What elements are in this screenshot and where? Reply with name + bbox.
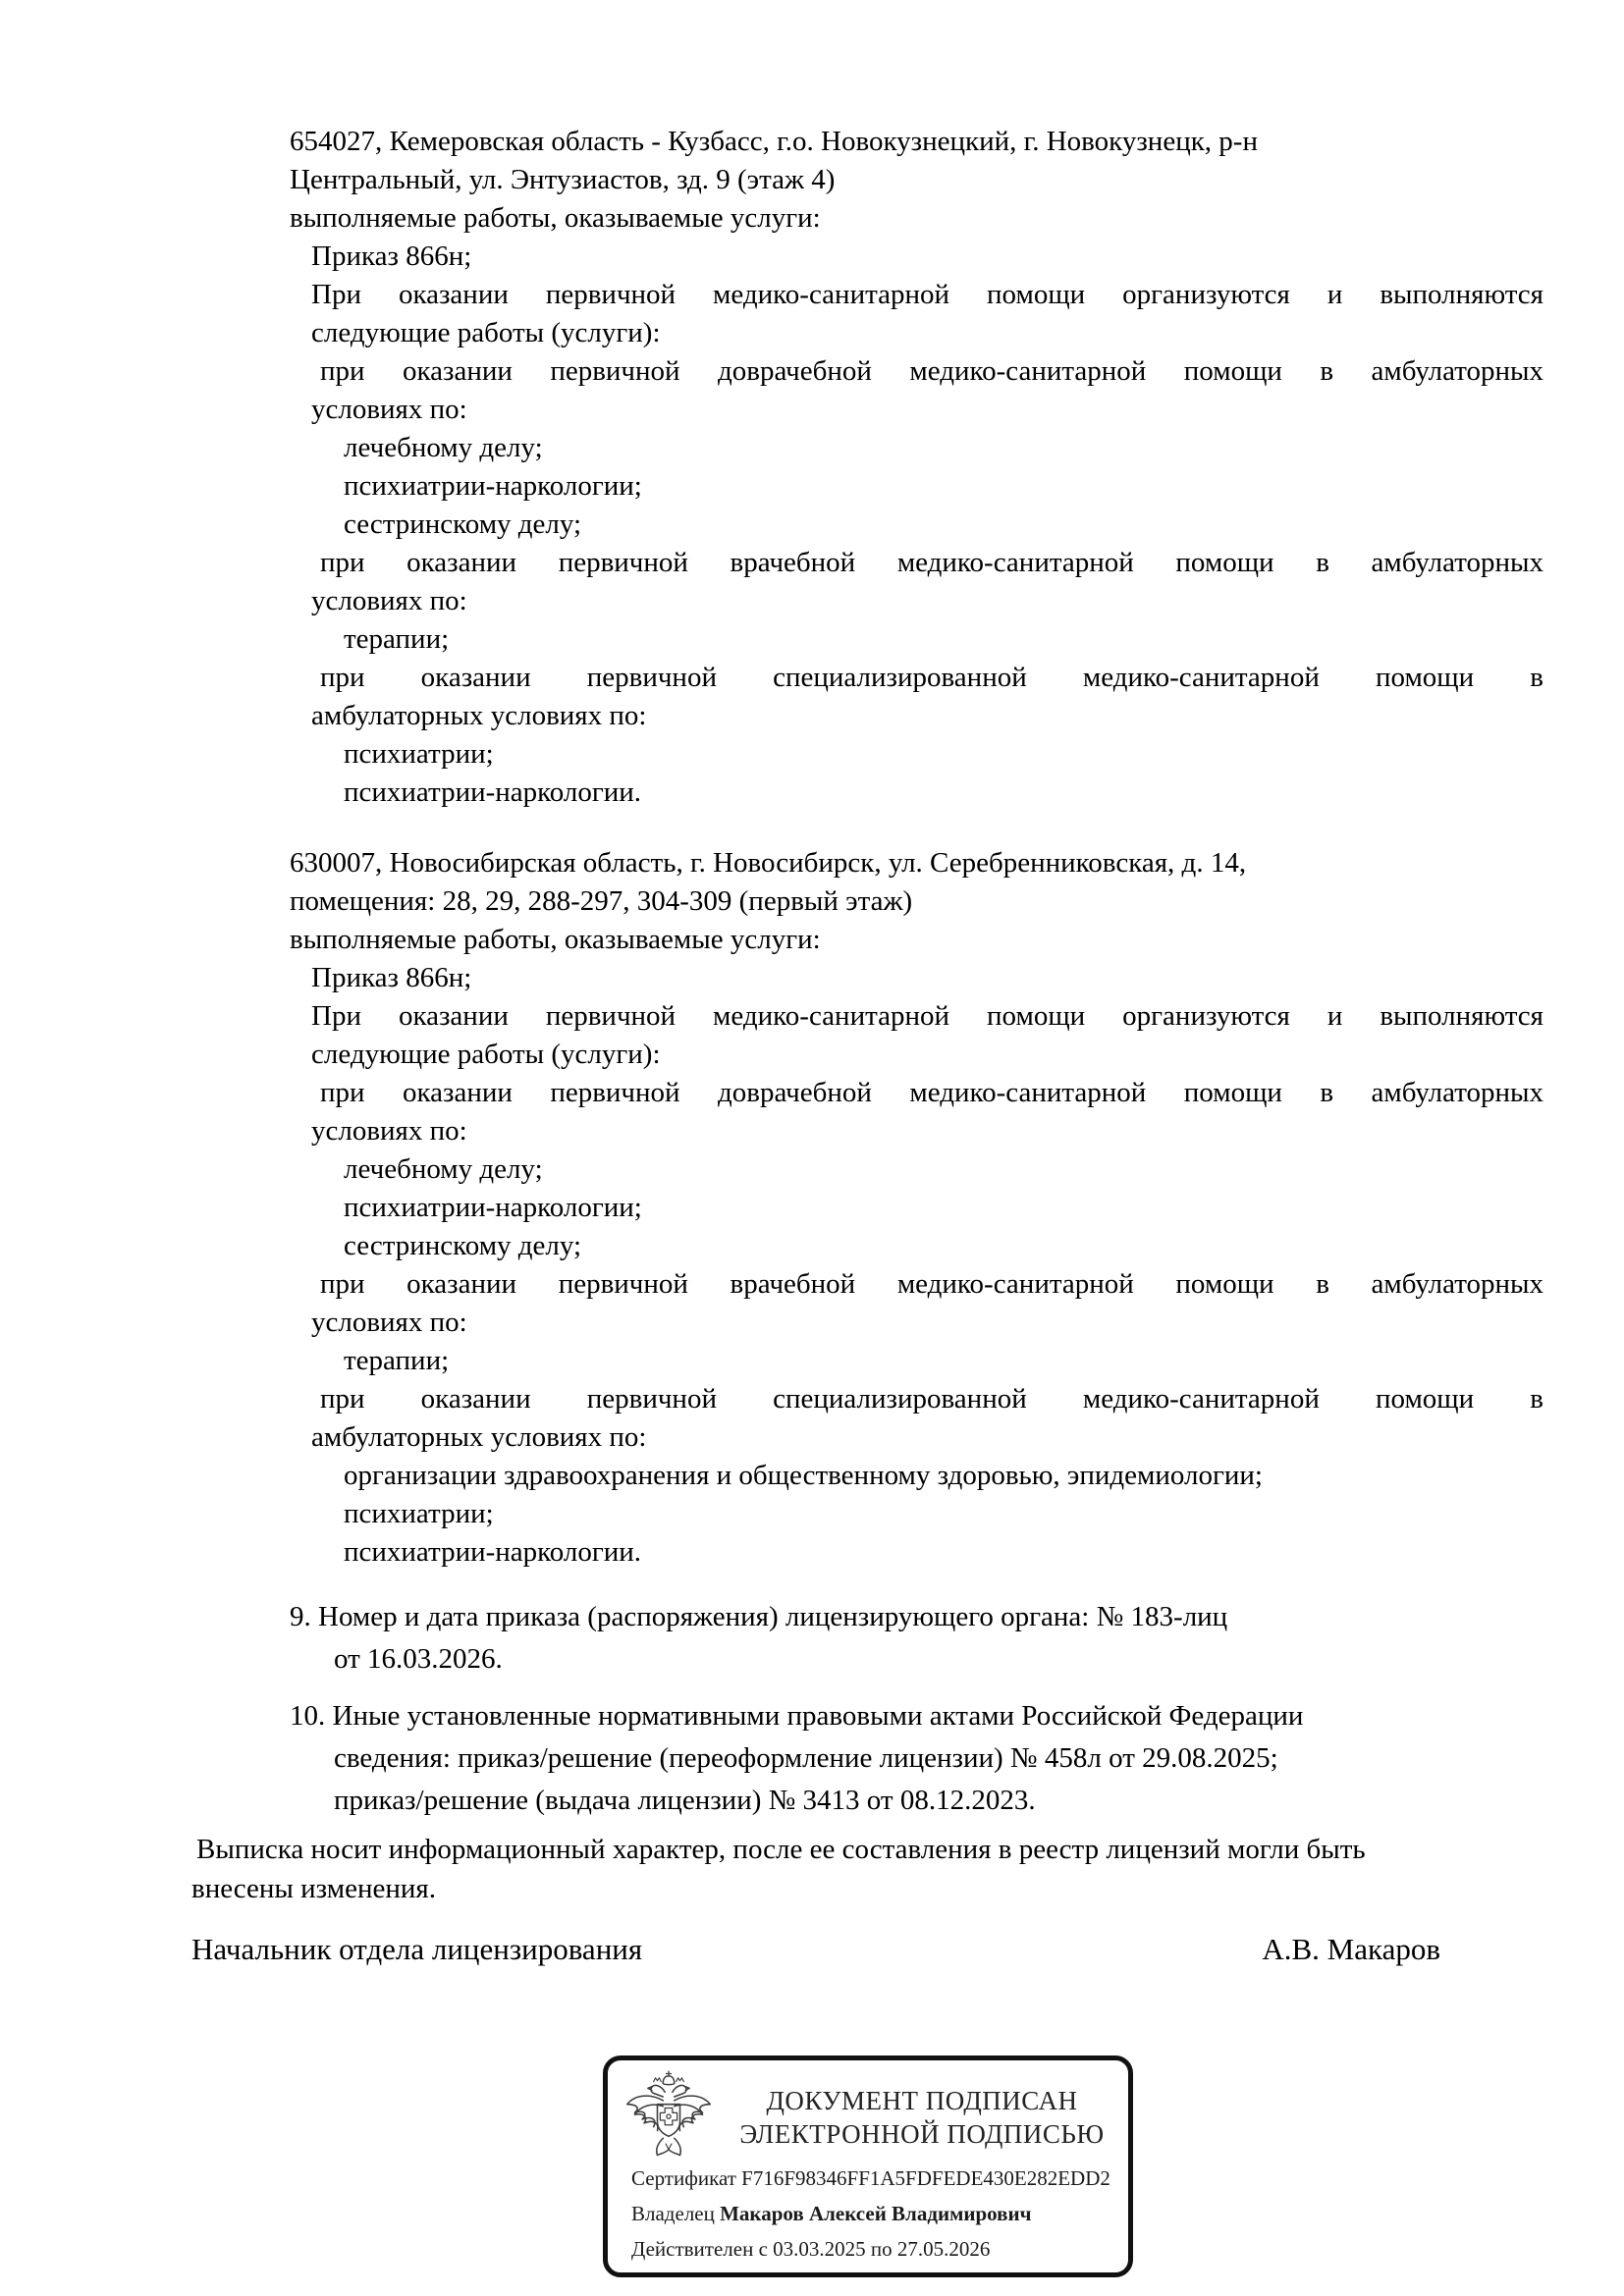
- text-line: При оказании первичной медико-санитарной помощи организуются и выполняются: [311, 1000, 1543, 1032]
- text-line: условиях по:: [311, 1307, 467, 1338]
- order-line: Приказ 866н;: [311, 962, 472, 993]
- signer-name: А.В. Макаров: [1262, 1932, 1440, 1966]
- text-line: следующие работы (услуги):: [311, 317, 661, 348]
- service-item: лечебному делу;: [344, 1153, 543, 1185]
- service-item: психиатрии-наркологии;: [344, 1192, 642, 1223]
- electronic-signature-stamp: [603, 2056, 1133, 2277]
- text-line: При оказании первичной медико-санитарной помощи организуются и выполняются: [311, 279, 1543, 310]
- clause-10-text: сведения: приказ/решение (переоформление лицензии) № 458л от 29.08.2025;: [334, 1742, 1278, 1774]
- stamp-details: [631, 2161, 1118, 2267]
- clause-9: [290, 1596, 1543, 1681]
- stamp-owner: Владелец Макаров Алексей Владимирович: [631, 2202, 1032, 2225]
- address-block-2: [290, 844, 1543, 1572]
- service-item: лечебному делу;: [344, 432, 543, 463]
- note-line: Выписка носит информационный характер, после ее составления в реестр лицензий могли быть: [196, 1834, 1366, 1865]
- text-line: следующие работы (услуги):: [311, 1039, 661, 1070]
- clause-10: [290, 1695, 1543, 1822]
- text-line: при оказании первичной врачебной медико-санитарной помощи в амбулаторных: [320, 1268, 1543, 1300]
- note-line: внесены изменения.: [191, 1873, 436, 1904]
- signature-row: [191, 1932, 1440, 1967]
- address-block-1: [290, 123, 1543, 812]
- stamp-certificate: Сертификат F716F98346FF1A5FDFEDE430E282EDD2: [631, 2166, 1110, 2190]
- service-item: организации здравоохранения и общественному здоровью, эпидемиологии;: [344, 1460, 1263, 1491]
- stamp-title: [722, 2084, 1122, 2151]
- text-line: при оказании первичной специализированной медико-санитарной помощи в: [320, 662, 1543, 693]
- informational-note: [191, 1830, 1543, 1908]
- service-item: сестринскому делу;: [344, 508, 582, 540]
- service-item: сестринскому делу;: [344, 1230, 582, 1261]
- stamp-validity: Действителен с 03.03.2025 по 27.05.2026: [631, 2237, 991, 2261]
- address-line: 630007, Новосибирская область, г. Новосибирск, ул. Серебренниковская, д. 14,: [290, 847, 1247, 879]
- service-item: психиатрии-наркологии.: [344, 776, 642, 808]
- service-item: терапии;: [344, 1345, 450, 1376]
- text-line: условиях по:: [311, 585, 467, 616]
- text-line: амбулаторных условиях по:: [311, 700, 647, 731]
- service-item: психиатрии-наркологии.: [344, 1536, 642, 1568]
- stamp-title-line: ДОКУМЕНТ ПОДПИСАН: [766, 2086, 1078, 2115]
- text-line: при оказании первичной врачебной медико-санитарной помощи в амбулаторных: [320, 547, 1543, 578]
- stamp-title-line: ЭЛЕКТРОННОЙ ПОДПИСЬЮ: [739, 2119, 1105, 2149]
- text-line: при оказании первичной доврачебной медико-санитарной помощи в амбулаторных: [320, 1077, 1543, 1108]
- order-line: Приказ 866н;: [311, 240, 472, 272]
- text-line: условиях по:: [311, 1115, 467, 1147]
- text-line: при оказании первичной доврачебной медико-санитарной помощи в амбулаторных: [320, 355, 1543, 387]
- clause-9-date: от 16.03.2026.: [334, 1643, 503, 1675]
- clause-10-text: 10. Иные установленные нормативными правовыми актами Российской Федерации: [290, 1700, 1304, 1732]
- clause-9-text: 9. Номер и дата приказа (распоряжения) лицензирующего органа: № 183-лиц: [290, 1601, 1228, 1632]
- address-line: помещения: 28, 29, 288-297, 304-309 (первый этаж): [290, 885, 913, 917]
- clause-10-text: приказ/решение (выдача лицензии) № 3413 от 08.12.2023.: [334, 1785, 1036, 1816]
- text-line: при оказании первичной специализированной медико-санитарной помощи в: [320, 1383, 1543, 1415]
- eagle-emblem-icon: [622, 2068, 716, 2172]
- service-item: терапии;: [344, 623, 450, 655]
- service-item: психиатрии;: [344, 738, 494, 770]
- works-label: выполняемые работы, оказываемые услуги:: [290, 202, 821, 234]
- address-line: 654027, Кемеровская область - Кузбасс, г.о. Новокузнецкий, г. Новокузнецк, р-н: [290, 126, 1258, 157]
- address-line: Центральный, ул. Энтузиастов, зд. 9 (этаж 4): [290, 164, 836, 195]
- service-item: психиатрии;: [344, 1498, 494, 1529]
- signer-position: Начальник отдела лицензирования: [191, 1932, 643, 1966]
- service-item: психиатрии-наркологии;: [344, 470, 642, 502]
- works-label: выполняемые работы, оказываемые услуги:: [290, 924, 821, 955]
- text-line: амбулаторных условиях по:: [311, 1421, 647, 1453]
- text-line: условиях по:: [311, 394, 467, 425]
